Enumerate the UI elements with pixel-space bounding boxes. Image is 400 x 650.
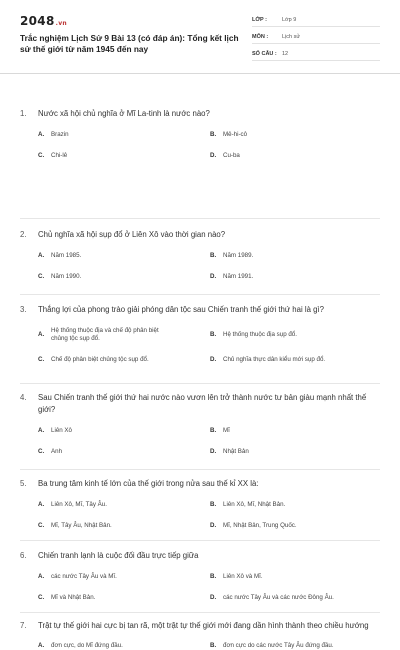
divider [20,469,380,470]
document-meta [252,13,380,64]
option-b[interactable]: B. Mê-hi-cô [210,131,248,138]
divider [20,218,380,219]
option-a[interactable]: A. Liên Xô, Mĩ, Tây Âu. [38,501,107,508]
question-3: 3. Thắng lợi của phong trào giải phóng dân tộc sau Chiến tranh thế giới thứ hai là gì? A. Hệ thống thuộc địa và chế độ phân biệt chủng tộc sụp đổ. B. Hệ thống thuộc địa sụp đổ. C. Chế độ phân biệt chủng tộc sụp đổ. D. Chủ nghĩa thực dân kiểu mới sụp đổ. [0,304,400,364]
divider [20,540,380,541]
option-a[interactable]: A. Năm 1985. [38,252,82,259]
option-d[interactable]: D. Năm 1991. [210,273,254,280]
divider [20,612,380,613]
question-2: 2. Chủ nghĩa xã hội sụp đổ ở Liên Xô vào thời gian nào? A. Năm 1985. B. Năm 1989. C. Năm 1990. D. Năm 1991. [0,229,400,281]
option-d[interactable]: D. Nhật Bản [210,448,249,455]
option-d[interactable]: D. Mĩ, Nhật Bản, Trung Quốc. [210,522,297,529]
option-d[interactable]: D. Chủ nghĩa thực dân kiểu mới sụp đổ. [210,356,326,363]
option-b[interactable]: B. Liên Xô và Mĩ. [210,573,263,580]
question-text: Chủ nghĩa xã hội sụp đổ ở Liên Xô vào thời gian nào? [38,230,226,239]
option-c[interactable]: C. Năm 1990. [38,273,82,280]
question-5: 5. Ba trung tâm kinh tế lớn của thế giới trong nửa sau thế kỉ XX là: A. Liên Xô, Mĩ, Tây Âu. B. Liên Xô, Mĩ, Nhật Bản. C. Mĩ, Tây Âu, Nhật Bản. D. Mĩ, Nhật Bản, Trung Quốc. [0,478,400,530]
option-c[interactable]: C. Anh [38,448,63,455]
meta-subject: MÔN : Lịch sử [252,30,380,44]
document-title: Trắc nghiệm Lịch Sử 9 Bài 13 (có đáp án): Tổng kết lịch sử thế giới từ năm 1945 đến nay [20,33,239,54]
meta-class: LỚP : Lớp 9 [252,13,380,27]
option-b[interactable]: B. đơn cực do các nước Tây Âu đứng đầu. [210,642,334,649]
option-a[interactable]: A. Liên Xô [38,427,72,434]
question-7: 7. Trật tự thế giới hai cực bị tan rã, một trật tự thế giới mới đang dần hình thành theo chiều hướng A. đơn cực, do Mĩ đứng đầu. B. đơn cực do các nước Tây Âu đứng đầu. [0,620,400,650]
option-c[interactable]: C. Chi-lê [38,152,68,159]
question-text: Nước xã hội chủ nghĩa ở Mĩ La-tinh là nước nào? [38,109,210,118]
option-c[interactable]: C. Chế độ phân biệt chủng tộc sụp đổ. [38,356,149,363]
option-a[interactable]: A. Hệ thống thuộc địa và chế độ phân biệt chủng tộc sụp đổ. [38,327,159,342]
document-header [0,0,400,74]
option-b[interactable]: B. Năm 1989. [210,252,254,259]
question-text: Sau Chiến tranh thế giới thứ hai nước nào vươn lên trở thành nước tư bản giàu mạnh nhất thế giới? [38,393,367,414]
option-d[interactable]: D. các nước Tây Âu và các nước Đông Âu. [210,594,334,601]
option-d[interactable]: D. Cu-ba [210,152,240,159]
question-4: 4. Sau Chiến tranh thế giới thứ hai nước nào vươn lên trở thành nước tư bản giàu mạnh nhất thế giới? A. Liên Xô B. Mĩ C. Anh D. Nhật Bản [0,392,400,456]
option-b[interactable]: B. Mĩ [210,427,230,434]
question-text: Trật tự thế giới hai cực bị tan rã, một trật tự thế giới mới đang dần hình thành theo chiều hướng [38,621,369,630]
option-a[interactable]: A. đơn cực, do Mĩ đứng đầu. [38,642,123,649]
option-a[interactable]: A. các nước Tây Âu và Mĩ. [38,573,117,580]
question-1: 1. Nước xã hội chủ nghĩa ở Mĩ La-tinh là nước nào? A. Brazin B. Mê-hi-cô C. Chi-lê D. Cu-ba [0,108,400,160]
divider [20,383,380,384]
option-b[interactable]: B. Hệ thống thuộc địa sụp đổ. [210,331,297,338]
option-c[interactable]: C. Mĩ và Nhật Bản. [38,594,96,601]
question-6: 6. Chiến tranh lạnh là cuộc đối đầu trực tiếp giữa A. các nước Tây Âu và Mĩ. B. Liên Xô và Mĩ. C. Mĩ và Nhật Bản. D. các nước Tây Âu và các nước Đông Âu. [0,550,400,602]
option-b[interactable]: B. Liên Xô, Mĩ, Nhật Bản. [210,501,286,508]
question-text: Thắng lợi của phong trào giải phóng dân tộc sau Chiến tranh thế giới thứ hai là gì? [38,305,324,314]
option-a[interactable]: A. Brazin [38,131,69,138]
meta-question-count: SỐ CÂU : 12 [252,47,380,61]
question-text: Ba trung tâm kinh tế lớn của thế giới trong nửa sau thế kỉ XX là: [38,479,259,488]
site-logo[interactable]: 2048.vn [20,14,67,28]
divider [20,294,380,295]
question-text: Chiến tranh lạnh là cuộc đối đầu trực tiếp giữa [38,551,199,560]
option-c[interactable]: C. Mĩ, Tây Âu, Nhật Bản. [38,522,112,529]
